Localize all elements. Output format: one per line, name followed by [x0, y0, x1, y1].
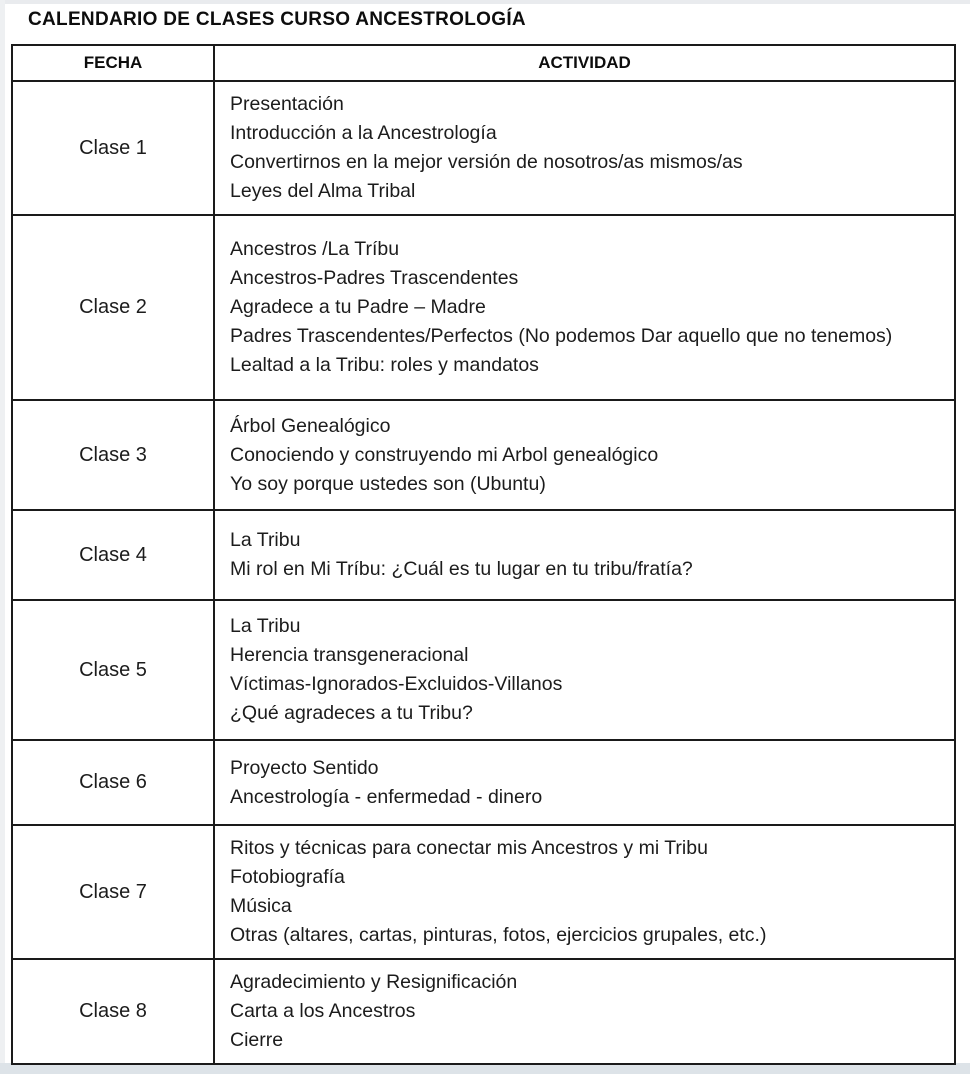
fecha-cell: Clase 2 — [12, 215, 214, 400]
actividad-line: Ancestros-Padres Trascendentes — [230, 267, 519, 289]
actividad-line: Fotobiografía — [230, 866, 345, 888]
actividad-cell — [214, 825, 955, 959]
actividad-line: Agradece a tu Padre – Madre — [230, 296, 486, 318]
actividad-line: Herencia transgeneracional — [230, 644, 469, 666]
actividad-line: Música — [230, 895, 292, 917]
actividad-line: Presentación — [230, 93, 344, 115]
fecha-cell: Clase 8 — [12, 959, 214, 1064]
scan-edge-top — [0, 0, 970, 4]
table-row — [12, 81, 955, 215]
actividad-cell — [214, 81, 955, 215]
column-header-actividad: ACTIVIDAD — [214, 45, 955, 81]
actividad-line: Introducción a la Ancestrología — [230, 122, 497, 144]
actividad-line: ¿Qué agradeces a tu Tribu? — [230, 702, 473, 724]
actividad-cell — [214, 400, 955, 510]
actividad-cell — [214, 510, 955, 600]
actividad-line: Ritos y técnicas para conectar mis Ancestros y mi Tribu — [230, 837, 708, 859]
table-row — [12, 600, 955, 740]
fecha-cell: Clase 3 — [12, 400, 214, 510]
calendar-table-body — [12, 81, 955, 1064]
actividad-line: Leyes del Alma Tribal — [230, 180, 416, 202]
actividad-line: Ancestros /La Tríbu — [230, 238, 400, 260]
table-row — [12, 825, 955, 959]
actividad-line: Ancestrología - enfermedad - dinero — [230, 785, 543, 808]
calendar-table — [11, 44, 956, 1065]
actividad-line: Yo soy porque ustedes son (Ubuntu) — [230, 472, 546, 495]
fecha-cell: Clase 1 — [12, 81, 214, 215]
actividad-line: Carta a los Ancestros — [230, 1000, 416, 1022]
actividad-cell — [214, 740, 955, 825]
actividad-line: Lealtad a la Tribu: roles y mandatos — [230, 354, 539, 376]
table-row — [12, 740, 955, 825]
actividad-cell — [214, 215, 955, 400]
actividad-line: Proyecto Sentido — [230, 756, 379, 779]
actividad-line: Mi rol en Mi Tríbu: ¿Cuál es tu lugar en tu tribu/fratía? — [230, 558, 693, 580]
fecha-cell: Clase 6 — [12, 740, 214, 825]
fecha-cell: Clase 4 — [12, 510, 214, 600]
actividad-line: Víctimas-Ignorados-Excluidos-Villanos — [230, 673, 563, 695]
actividad-line: Conociendo y construyendo mi Arbol genealógico — [230, 443, 659, 466]
table-row — [12, 959, 955, 1064]
table-row — [12, 400, 955, 510]
page-title: CALENDARIO DE CLASES CURSO ANCESTROLOGÍA — [28, 9, 526, 30]
fecha-cell: Clase 5 — [12, 600, 214, 740]
actividad-cell — [214, 600, 955, 740]
table-header-row — [12, 45, 955, 81]
table-row — [12, 510, 955, 600]
actividad-line: Convertirnos en la mejor versión de nosotros/as mismos/as — [230, 151, 743, 173]
column-header-fecha: FECHA — [12, 45, 214, 81]
actividad-line: Agradecimiento y Resignificación — [230, 971, 518, 993]
scan-edge-left — [0, 0, 5, 1074]
actividad-line: Otras (altares, cartas, pinturas, fotos, ejercicios grupales, etc.) — [230, 924, 767, 946]
actividad-line: La Tribu — [230, 529, 301, 551]
fecha-cell: Clase 7 — [12, 825, 214, 959]
actividad-line: La Tribu — [230, 615, 301, 637]
table-row — [12, 215, 955, 400]
actividad-cell — [214, 959, 955, 1064]
actividad-line: Árbol Genealógico — [230, 414, 391, 437]
actividad-line: Padres Trascendentes/Perfectos (No podemos Dar aquello que no tenemos) — [230, 325, 893, 347]
actividad-line: Cierre — [230, 1029, 284, 1051]
